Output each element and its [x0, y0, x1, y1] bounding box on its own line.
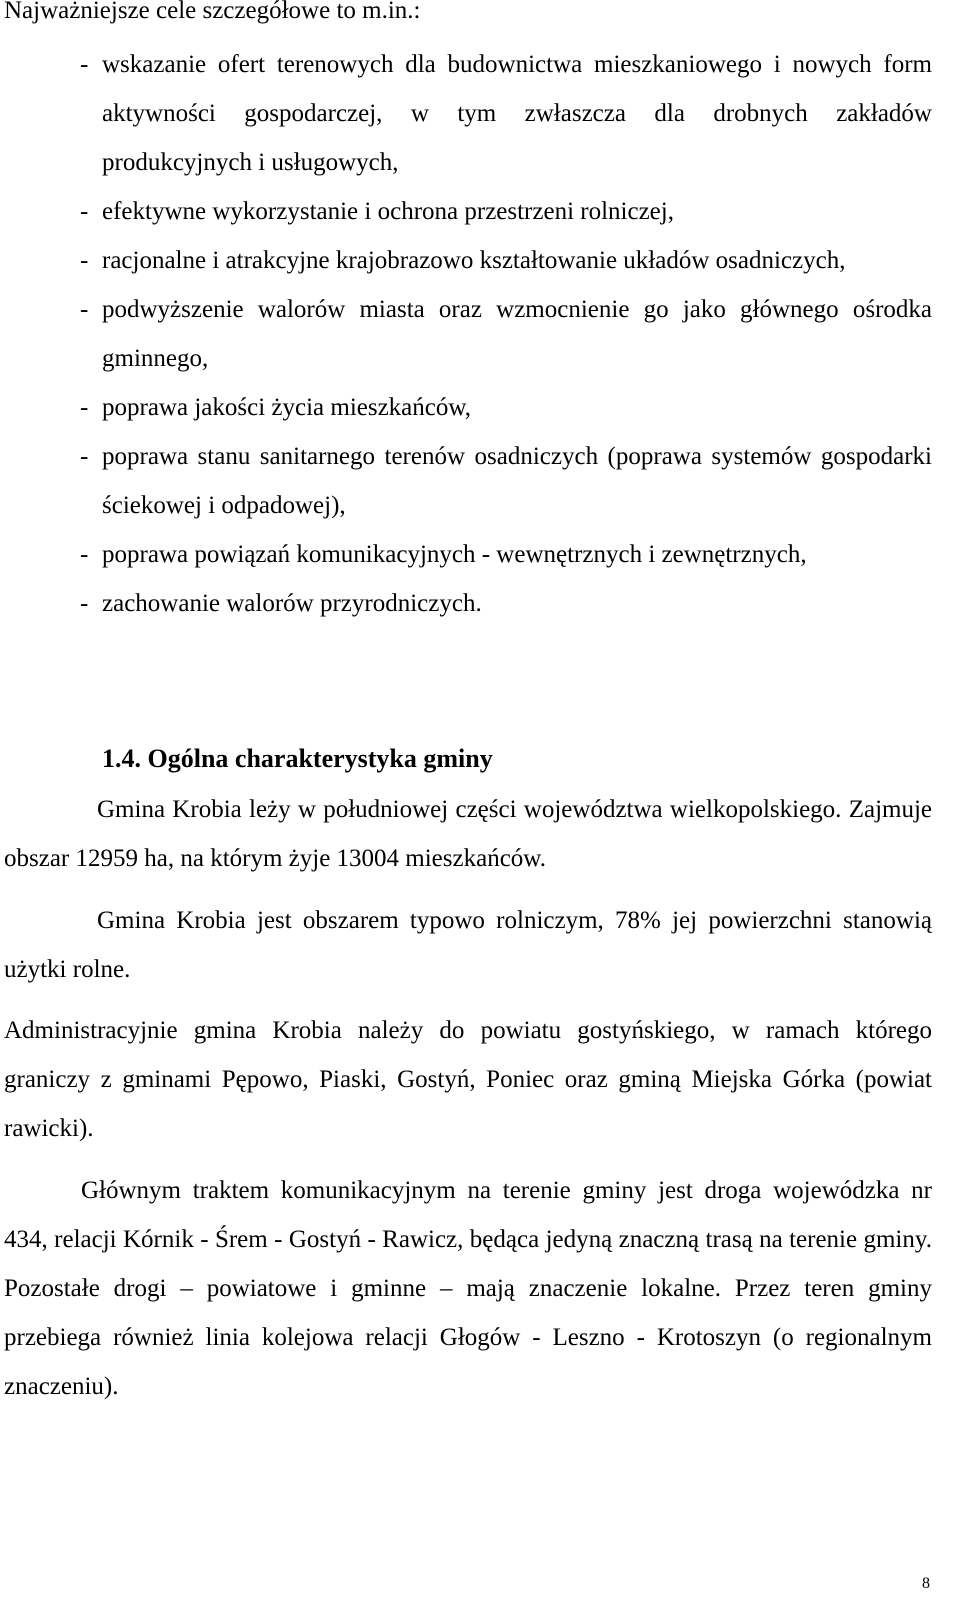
- paragraph-transport: Głównym traktem komunikacyjnym na terenie gminy jest droga wojewódzka nr 434, relacji Kórnik - Śrem - Gostyń - Rawicz, będąca jedyną znaczną trasą na terenie gminy. Pozostałe drogi – powiatowe i gminne – mają znaczenie lokalne. Przez teren gminy przebiega również linia kolejowa relacji Głogów - Leszno - Krotoszyn (o regionalnym znaczeniu).: [4, 1177, 932, 1400]
- goal-item: - zachowanie walorów przyrodniczych.: [80, 579, 932, 628]
- goal-item: - poprawa stanu sanitarnego terenów osadniczych (poprawa systemów gospodarki ściekowej i odpadowej),: [80, 432, 932, 530]
- goal-item: - racjonalne i atrakcyjne krajobrazowo kształtowanie układów osadniczych,: [80, 236, 932, 285]
- paragraph-agriculture: Gmina Krobia jest obszarem typowo rolniczym, 78% jej powierzchni stanowią użytki rolne.: [4, 907, 932, 983]
- paragraph-location: Gmina Krobia leży w południowej części województwa wielkopolskiego. Zajmuje obszar 12959 ha, na którym żyje 13004 mieszkańców.: [4, 796, 932, 872]
- goal-item: - podwyższenie walorów miasta oraz wzmocnienie go jako głównego ośrodka gminnego,: [80, 285, 932, 383]
- goal-item: - poprawa jakości życia mieszkańców,: [80, 383, 932, 432]
- paragraph-administration: Administracyjnie gmina Krobia należy do powiatu gostyńskiego, w ramach którego graniczy z gminami Pępowo, Piaski, Gostyń, Poniec oraz gminą Miejska Górka (powiat rawicki).: [4, 1017, 932, 1142]
- section-heading: 1.4. Ogólna charakterystyka gminy: [102, 744, 493, 773]
- page-number: 8: [922, 1575, 930, 1592]
- goals-list: [80, 40, 932, 628]
- goal-item: - efektywne wykorzystanie i ochrona przestrzeni rolniczej,: [80, 187, 932, 236]
- goal-item: - wskazanie ofert terenowych dla budownictwa mieszkaniowego i nowych form aktywności gospodarczej, w tym zwłaszcza dla drobnych zakładów produkcyjnych i usługowych,: [80, 40, 932, 187]
- intro-text: Najważniejsze cele szczegółowe to m.in.:: [4, 0, 421, 24]
- goal-item: - poprawa powiązań komunikacyjnych - wewnętrznych i zewnętrznych,: [80, 530, 932, 579]
